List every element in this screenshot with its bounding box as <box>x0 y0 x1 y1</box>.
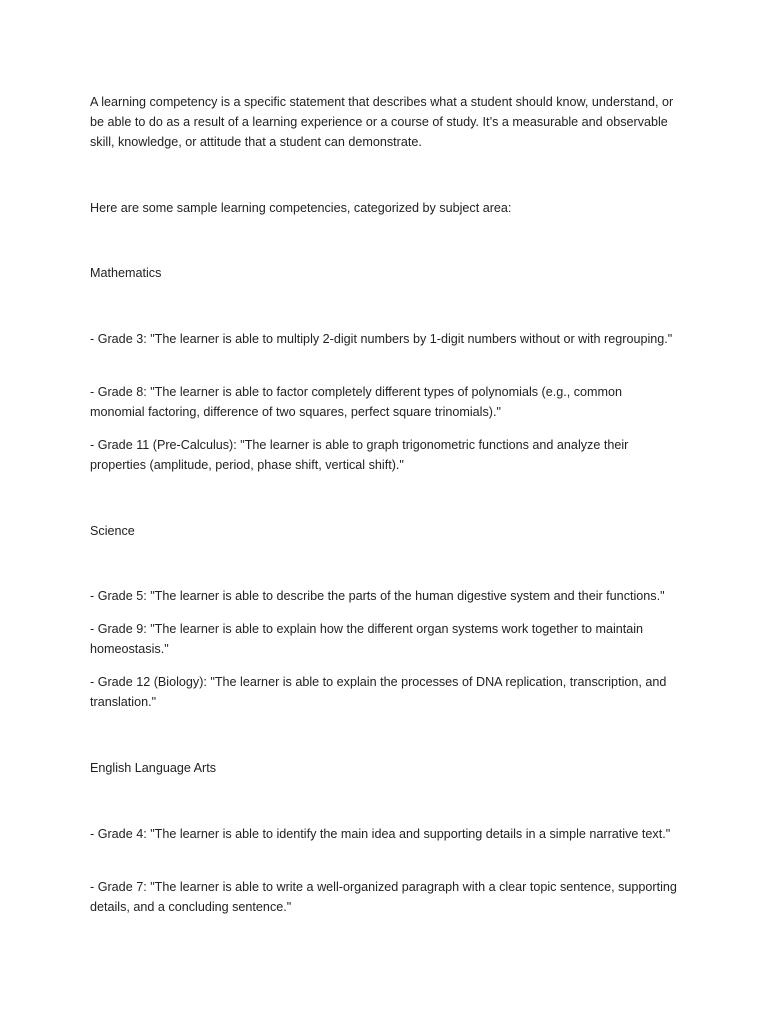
section-heading-science: Science <box>90 524 135 538</box>
list-item: - Grade 5: "The learner is able to describe the parts of the human digestive system and their functions." <box>90 589 665 603</box>
list-item: - Grade 11 (Pre-Calculus): "The learner is able to graph trigonometric functions and analyze their properties (amplitude, period, phase shift, vertical shift)." <box>90 438 629 472</box>
section-heading-mathematics: Mathematics <box>90 266 162 280</box>
list-item: - Grade 12 (Biology): "The learner is able to explain the processes of DNA replication, transcription, and translation." <box>90 675 667 709</box>
list-item: - Grade 9: "The learner is able to explain how the different organ systems work together to maintain homeostasis." <box>90 622 644 656</box>
lead-in-paragraph: Here are some sample learning competencies, categorized by subject area: <box>90 201 512 215</box>
list-item: - Grade 8: "The learner is able to factor completely different types of polynomials (e.g., common monomial factoring, difference of two squares, perfect square trinomials)." <box>90 385 623 419</box>
list-item: - Grade 4: "The learner is able to identify the main idea and supporting details in a simple narrative text." <box>90 827 671 841</box>
list-item: - Grade 3: "The learner is able to multiply 2-digit numbers by 1-digit numbers without or with regrouping." <box>90 332 673 346</box>
section-heading-english-language-arts: English Language Arts <box>90 761 217 775</box>
list-item: - Grade 7: "The learner is able to write a well-organized paragraph with a clear topic sentence, supporting details, and a concluding sentence." <box>90 880 677 914</box>
intro-paragraph: A learning competency is a specific statement that describes what a student should know, understand, or be able to do as a result of a learning experience or a course of study. It’s a measurable and observable skill, knowledge, or attitude that a student can demonstrate. <box>90 95 674 149</box>
